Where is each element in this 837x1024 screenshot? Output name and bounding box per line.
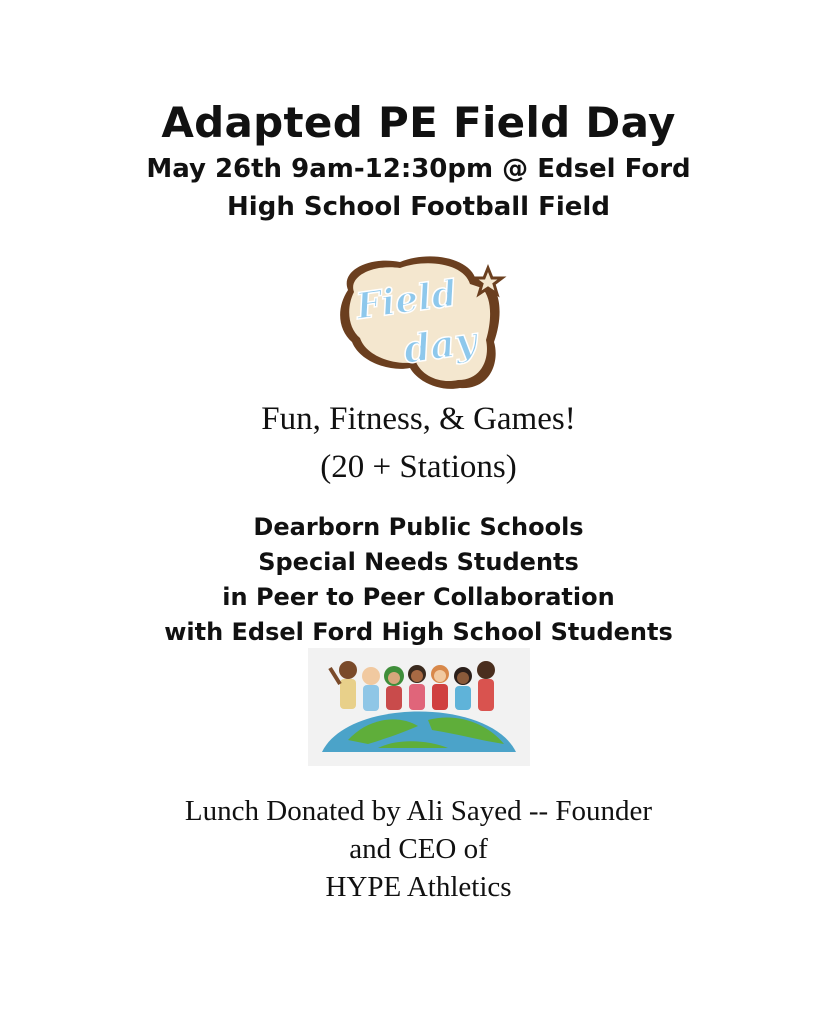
collaboration-line-4: with Edsel Ford High School Students (164, 618, 673, 646)
kid-3 (384, 666, 404, 710)
stations-line: (20 + Stations) (320, 449, 517, 485)
children-on-globe-icon (308, 648, 530, 766)
activities-line: Fun, Fitness, & Games! (261, 401, 576, 437)
lunch-line-1: Lunch Donated by Ali Sayed -- Founder (184, 795, 653, 827)
kid-6 (454, 667, 472, 710)
event-date-location (0, 150, 837, 226)
location-line: High School Football Field (227, 192, 610, 222)
lunch-line-3: HYPE Athletics (325, 871, 512, 903)
logo-text-day: day (400, 317, 480, 373)
kid-2 (362, 667, 380, 711)
collaboration-line-2: Special Needs Students (258, 548, 579, 576)
date-time-line: May 26th 9am-12:30pm @ Edsel Ford (146, 154, 691, 184)
kid-7 (477, 661, 495, 711)
collaboration-line-3: in Peer to Peer Collaboration (222, 583, 615, 611)
collaboration-line-1: Dearborn Public Schools (253, 513, 584, 541)
kid-4 (408, 665, 426, 710)
lunch-sponsor-text (0, 792, 837, 906)
collaboration-text (0, 510, 837, 650)
logo-text-field: Field (353, 272, 460, 328)
activities-text (0, 395, 837, 491)
field-day-logo-icon (330, 250, 510, 395)
event-title: Adapted PE Field Day (161, 98, 676, 147)
lunch-line-2: and CEO of (349, 833, 488, 865)
kid-5 (431, 665, 449, 710)
